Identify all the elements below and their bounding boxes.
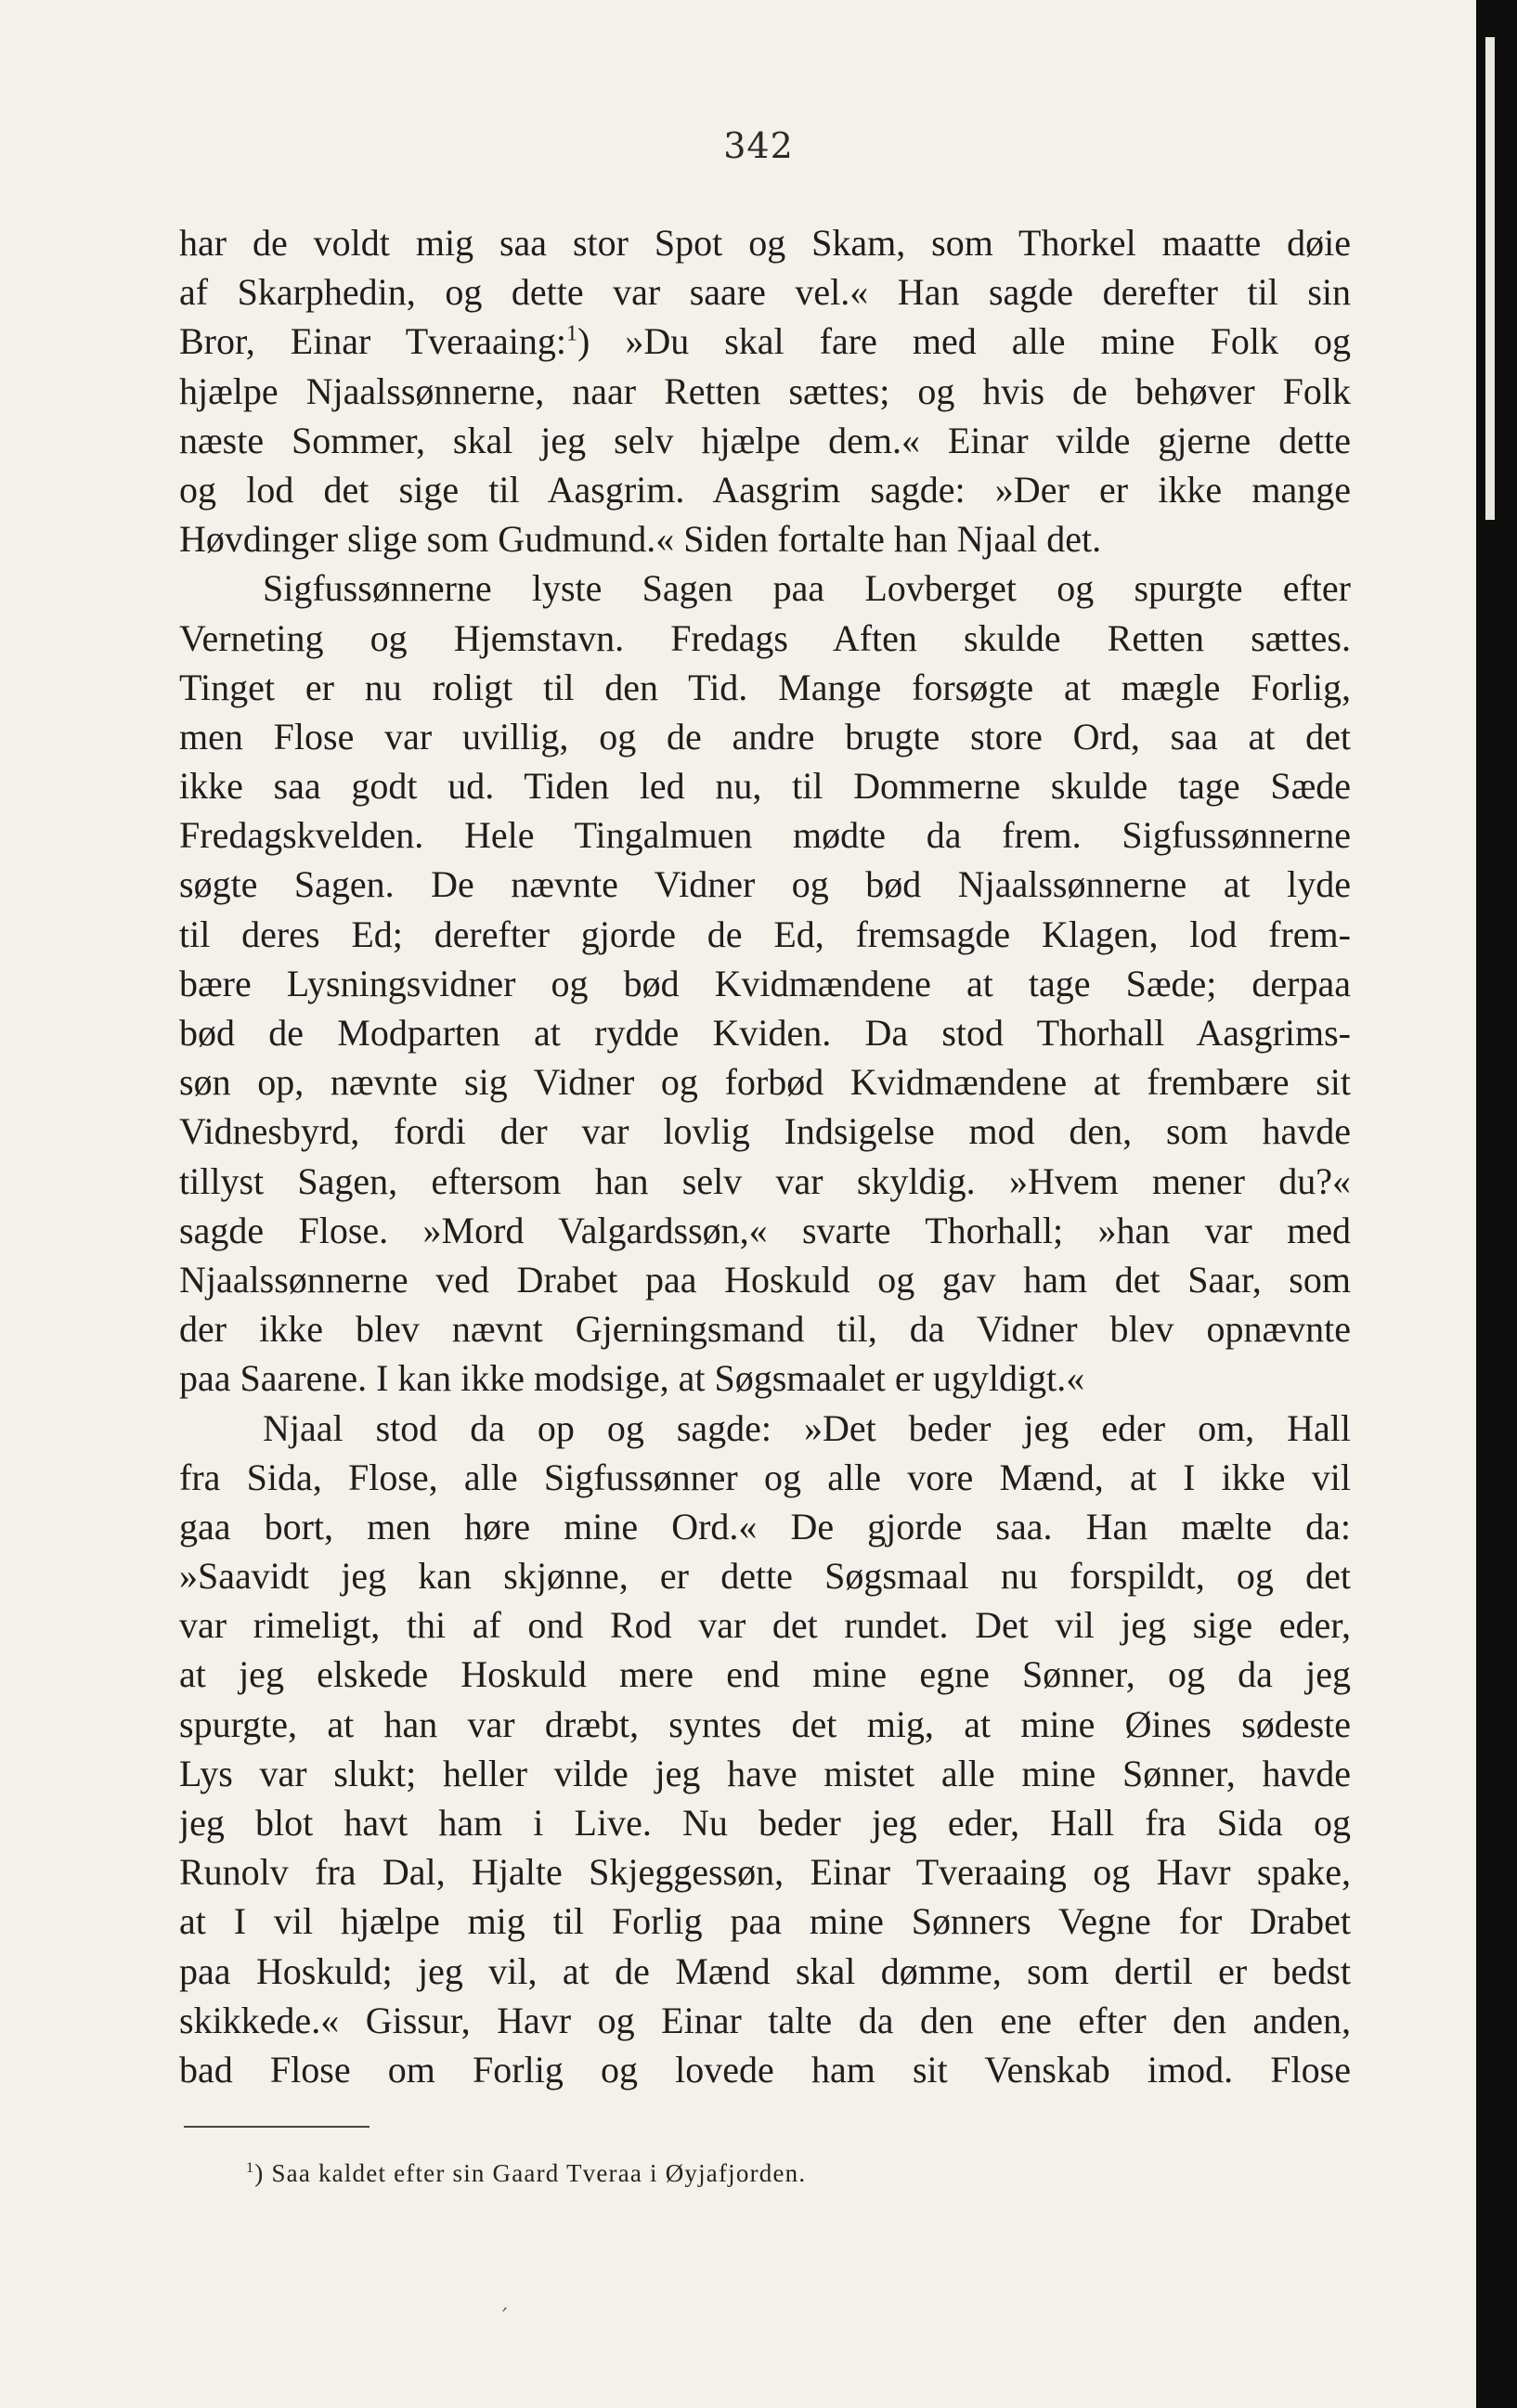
text-line: hjælpe Njaalssønnerne, naar Retten sættes; og hvis de behøver Folk [179, 369, 1351, 412]
text-line: bære Lysningsvidner og bød Kvidmændene at tage Sæde; derpaa [179, 962, 1351, 1004]
text-line: til deres Ed; derefter gjorde de Ed, fremsagde Klagen, lod frem- [179, 913, 1351, 955]
text-line: ikke saa godt ud. Tiden led nu, til Dommerne skulde tage Sæde [179, 765, 1351, 808]
text-line: spurgte, at han var dræbt, syntes det mig, at mine Øines sødeste [179, 1702, 1351, 1745]
text-line [179, 317, 1351, 366]
page-number: 342 [723, 125, 794, 166]
text-line: Høvdinger slige som Gudmund.« Siden fortalte han Njaal det. [179, 518, 1102, 561]
text-line: der ikke blev nævnt Gjerningsmand til, da Vidner blev opnævnte [179, 1308, 1351, 1351]
text-line: jeg blot havt ham i Live. Nu beder jeg eder, Hall fra Sida og [179, 1802, 1351, 1844]
text-line: søn op, nævnte sig Vidner og forbød Kvidmændene at frembære sit [179, 1061, 1351, 1104]
scan-border [1476, 0, 1517, 2408]
text-line-part: ) »Du skal fare med alle mine Folk og [577, 320, 1351, 363]
text-line: bad Flose om Forlig og lovede ham sit Venskab imod. Flose [179, 2048, 1351, 2091]
text-line: Fredagskvelden. Hele Tingalmuen mødte da frem. Sigfussønnerne [179, 814, 1351, 857]
text-line: Njaal stod da op og sagde: »Det beder jeg eder om, Hall [263, 1406, 1351, 1449]
text-line: tillyst Sagen, eftersom han selv var skyldig. »Hvem mener du?« [179, 1159, 1351, 1202]
text-line: Njaalssønnerne ved Drabet paa Hoskuld og gav ham det Saar, som [179, 1258, 1351, 1301]
text-line: Sigfussønnerne lyste Sagen paa Lovberget og spurgte efter [263, 567, 1351, 610]
footnote-mark: 1 [246, 2159, 255, 2176]
text-line: at I vil hjælpe mig til Forlig paa mine Sønners Vegne for Drabet [179, 1900, 1351, 1943]
body-text [179, 218, 1351, 2094]
footnote-text: ) Saa kaldet efter sin Gaard Tveraa i Øyjafjorden. [254, 2159, 807, 2187]
text-line: at jeg elskede Hoskuld mere end mine egne Sønner, og da jeg [179, 1653, 1351, 1696]
text-line: skikkede.« Gissur, Havr og Einar talte da den ene efter den anden, [179, 1999, 1351, 2041]
text-line: Lys var slukt; heller vilde jeg have mistet alle mine Sønner, havde [179, 1752, 1351, 1794]
text-line-part: Bror, Einar Tveraaing: [179, 320, 566, 363]
text-line: fra Sida, Flose, alle Sigfussønner og alle vore Mænd, at I ikke vil [179, 1456, 1351, 1498]
text-line: »Saavidt jeg kan skjønne, er dette Søgsmaal nu forspildt, og det [179, 1555, 1351, 1598]
text-line: bød de Modparten at rydde Kviden. Da stod Thorhall Aasgrims- [179, 1012, 1351, 1054]
text-line: og lod det sige til Aasgrim. Aasgrim sagde: »Der er ikke mange [179, 468, 1351, 511]
text-line: har de voldt mig saa stor Spot og Skam, som Thorkel maatte døie [179, 222, 1351, 264]
text-line: Vidnesbyrd, fordi der var lovlig Indsigelse mod den, som havde [179, 1110, 1351, 1153]
footnote-divider [184, 2126, 370, 2128]
stray-mark: ´ [499, 2307, 509, 2330]
scan-edge-strip [1485, 37, 1495, 520]
text-line: paa Saarene. I kan ikke modsige, at Søgsmaalet er ugyldigt.« [179, 1357, 1085, 1400]
text-line: næste Sommer, skal jeg selv hjælpe dem.« Einar vilde gjerne dette [179, 419, 1351, 461]
text-line: sagde Flose. »Mord Valgardssøn,« svarte Thorhall; »han var med [179, 1209, 1351, 1251]
text-line: Verneting og Hjemstavn. Fredags Aften skulde Retten sættes. [179, 616, 1351, 659]
text-line: af Skarphedin, og dette var saare vel.« Han sagde derefter til sin [179, 271, 1351, 314]
text-line: var rimeligt, thi af ond Rod var det rundet. Det vil jeg sige eder, [179, 1604, 1351, 1647]
footnote [246, 2159, 806, 2188]
text-line: Tinget er nu roligt til den Tid. Mange forsøgte at mægle Forlig, [179, 666, 1351, 708]
text-line: paa Hoskuld; jeg vil, at de Mænd skal dømme, som dertil er bedst [179, 1949, 1351, 1992]
text-line: Runolv fra Dal, Hjalte Skjeggessøn, Einar Tveraaing og Havr spake, [179, 1851, 1351, 1894]
text-line: søgte Sagen. De nævnte Vidner og bød Njaalssønnerne at lyde [179, 863, 1351, 906]
text-line: gaa bort, men høre mine Ord.« De gjorde saa. Han mælte da: [179, 1505, 1351, 1547]
text-line: men Flose var uvillig, og de andre brugte store Ord, saa at det [179, 715, 1351, 757]
footnote-reference: 1 [565, 322, 577, 347]
